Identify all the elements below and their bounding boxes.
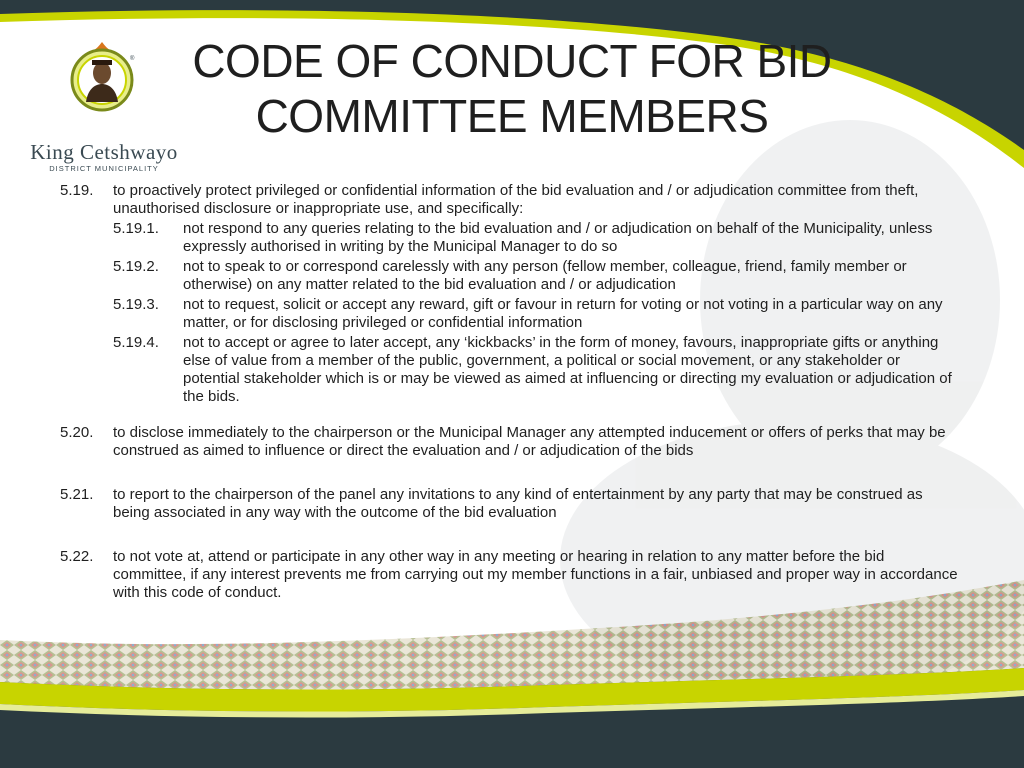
item-number: 5.21.	[60, 486, 94, 503]
portrait-emblem-icon	[52, 40, 152, 112]
item-text: to disclose immediately to the chairperson or the Municipal Manager any attempted inducement or offers of perks that may be construed as aimed to influence or direct the evaluation and / or adjudication of the bids	[113, 424, 946, 459]
list-item-5-19	[58, 182, 958, 218]
item-text: to not vote at, attend or participate in any other way in any meeting or hearing in relation to any matter before the bid committee, if any interest prevents me from carrying out my member functions in a fair, unbiased and proper way in accordance with this code of conduct.	[113, 548, 958, 601]
list-subitem-5-19-4	[113, 334, 958, 406]
item-number: 5.20.	[60, 424, 94, 441]
subitem-number: 5.19.3.	[113, 296, 159, 313]
subitem-text: not to accept or agree to later accept, any ‘kickbacks’ in the form of money, favours, inappropriate gifts or anything else of value from a member of the public, government, a political or social movement, or any stakeholder or potential stakeholder which is or may be viewed as aimed at influencing or directing my evaluation or adjudication of the bids.	[183, 334, 960, 405]
logo-subtitle: DISTRICT MUNICIPALITY	[49, 164, 159, 173]
item-number: 5.19.	[60, 182, 94, 199]
subitem-text: not to request, solicit or accept any reward, gift or favour in return for voting or not voting in a particular way on any matter, or for disclosing privileged or confidential information	[183, 296, 943, 331]
subitem-number: 5.19.2.	[113, 258, 159, 275]
list-subitem-5-19-1	[113, 220, 958, 256]
subitem-number: 5.19.4.	[113, 334, 159, 351]
title-line-2: COMMITTEE MEMBERS	[255, 90, 769, 142]
item-number: 5.22.	[60, 548, 94, 565]
subitem-text: not to speak to or correspond carelessly with any person (fellow member, colleague, friend, family member or otherwise) on any matter related to the bid evaluation and / or adjudication	[183, 258, 907, 293]
list-item-5-21	[58, 486, 958, 522]
registered-mark: ®	[130, 56, 135, 62]
logo-name: King Cetshwayo	[30, 140, 178, 164]
list-item-5-22	[58, 548, 958, 602]
list-subitem-5-19-3	[113, 296, 958, 332]
code-of-conduct-list	[58, 182, 958, 602]
subitem-text: not respond to any queries relating to the bid evaluation and / or adjudication on behalf of the Municipality, unless expressly authorised in writing by the Municipal Manager to do so	[183, 220, 933, 255]
title-line-1: CODE OF CONDUCT FOR BID	[192, 35, 832, 87]
item-text: to report to the chairperson of the panel any invitations to any kind of entertainment by any party that may be construed as being associated in any way with the outcome of the bid evaluation	[113, 486, 923, 521]
sublist-5-19	[58, 220, 958, 406]
list-subitem-5-19-2	[113, 258, 958, 294]
page-title	[140, 34, 884, 144]
list-item-5-20	[58, 424, 958, 460]
item-text: to proactively protect privileged or confidential information of the bid evaluation and / or adjudication committee from theft, unauthorised disclosure or inappropriate use, and specifically:	[113, 182, 919, 217]
subitem-number: 5.19.1.	[113, 220, 159, 237]
